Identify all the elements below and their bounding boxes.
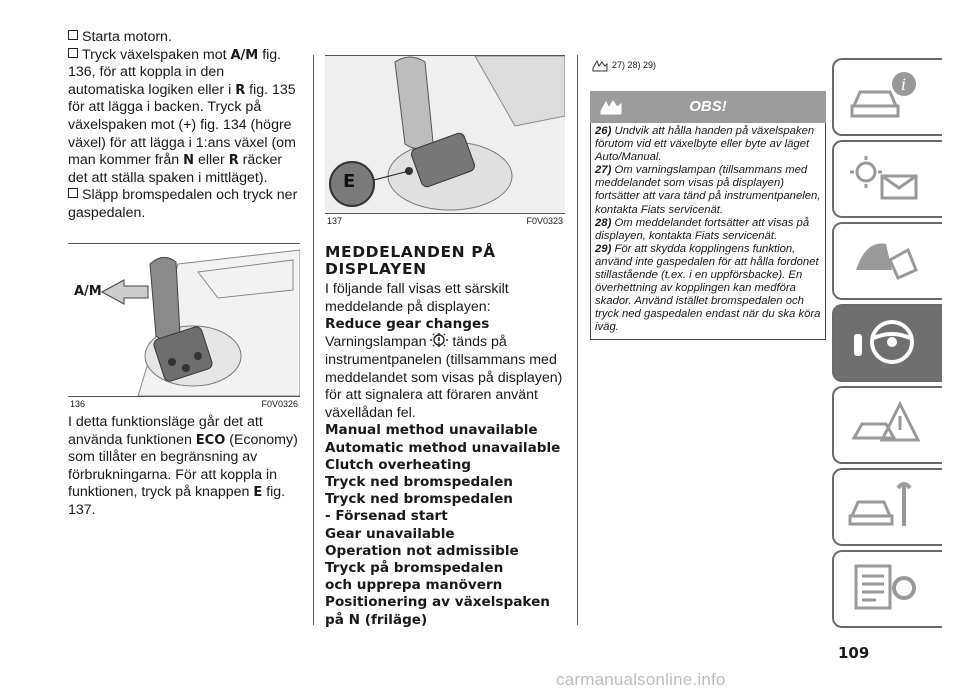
column-left: [68, 0, 300, 518]
watermark: carmanualsonline.info: [556, 670, 726, 689]
safety-icon: [846, 230, 926, 290]
figure-137-caption: [325, 215, 565, 227]
figure-137: [325, 55, 565, 214]
notice-box: [590, 91, 826, 340]
notice-title: OBS!: [689, 98, 727, 115]
column-divider: [577, 55, 578, 625]
tab-technical-data[interactable]: [832, 550, 942, 628]
message-title: Manual method unavailable: [325, 422, 538, 439]
warning-lamp-text: Varningslampan tänds på instrumentpanelen (tillsammans med meddelandet som visas på displayen) för att signalera att föraren använt växellådan fel.: [325, 334, 563, 421]
driving-icon: [846, 312, 926, 372]
figure-136: [68, 243, 300, 397]
figure-label-am: A/M: [74, 284, 102, 299]
emergency-icon: [846, 394, 926, 454]
gear-lever-illustration: [68, 244, 300, 396]
checkbox-bullet-icon: [68, 48, 78, 58]
tab-warning-lights[interactable]: [832, 140, 942, 218]
tab-safety[interactable]: [832, 222, 942, 300]
gearbox-warning-icon: [430, 333, 448, 347]
svg-text:i: i: [901, 75, 907, 94]
message-title: Tryck ned bromspedalen: [325, 473, 513, 490]
instruction-list: [68, 29, 300, 223]
car-info-icon: [846, 66, 926, 126]
hand-pointer-icon: [592, 58, 608, 72]
note-references: 27) 28) 29): [592, 58, 656, 72]
checkbox-bullet-icon: [68, 30, 78, 40]
notice-item: 28) Om meddelandet fortsätter att visas på displayen, kontakta Fiats servicenät.: [595, 216, 810, 242]
figure-136-caption: [68, 398, 300, 410]
tab-maintenance[interactable]: [832, 468, 942, 546]
technical-data-icon: [846, 558, 926, 618]
message-title: Clutch overheating: [325, 456, 472, 473]
notice-header: [590, 91, 826, 123]
eco-paragraph: I detta funktionsläge går det att använda funktionen ECO (Economy) som tillåter en begränsning av förbrukningarna. För att koppla in funktionen, tryck på knappen E fig. 137.: [68, 414, 298, 518]
notice-item: 26) Undvik att hålla handen på växelspaken förutom vid ett växelbyte eller byte av läget Auto/Manual.: [595, 125, 815, 164]
figure-code: F0V0323: [526, 216, 563, 226]
notice-item: 29) För att skydda kopplingens funktion, använd inte gaspedalen för att hålla fordonet stillastående (t.ex. i en uppförsbacke). En överhettning av kopplingen kan medföra skador. Använd istället bromspedalen och tryck ned gaspedalen endast när du ska köra iväg.: [595, 242, 821, 334]
figure-number: 137: [327, 216, 343, 226]
section-heading: MEDDELANDEN PÅ DISPLAYEN: [325, 243, 496, 278]
message-title: Tryck på bromspedalen och upprepa manövern: [325, 559, 504, 594]
tab-driving[interactable]: [832, 304, 942, 382]
message-title: Positionering av växelspaken på N (friläge): [325, 594, 550, 628]
intro-text: I följande fall visas ett särskilt meddelande på displayen:: [325, 281, 509, 315]
message-title: Gear unavailable: [325, 525, 455, 542]
display-messages-section: [325, 244, 565, 629]
figure-label-e: E: [343, 171, 356, 192]
notice-item: 27) Om varningslampan (tillsammans med meddelandet som visas på displayen) fortsätter att vara tänd på instrumentpanelen, kontakta Fiats servicenät.: [595, 164, 821, 216]
bullet-item: Starta motorn.: [68, 29, 300, 47]
figure-code: F0V0326: [261, 399, 298, 409]
message-title: Reduce gear changes: [325, 316, 490, 333]
tab-emergency[interactable]: [832, 386, 942, 464]
page-number: 109: [838, 644, 870, 662]
bullet-item: Släpp bromspedalen och tryck ner gaspedalen.: [68, 187, 298, 221]
bullet-item: Tryck växelspaken mot A/M fig. 136, för att koppla in den automatiska logiken eller i R fig. 135 för att lägga i backen. Tryck på växelspaken mot (+) fig. 134 (högre växel) för att lägga i 1:ans växel (om man kommer från N eller R räcker det att ställa spaken i mittläget).: [68, 46, 296, 186]
checkbox-bullet-icon: [68, 188, 78, 198]
message-title: Tryck ned bromspedalen - Försenad start: [325, 491, 513, 525]
message-title: Automatic method unavailable: [325, 439, 561, 456]
notice-body: [590, 123, 826, 340]
column-divider: [313, 55, 314, 625]
figure-number: 136: [70, 399, 86, 409]
message-title: Operation not admissible: [325, 542, 519, 559]
warning-lights-icon: [846, 148, 926, 208]
tab-car-info[interactable]: [832, 58, 942, 136]
maintenance-icon: [846, 476, 926, 536]
message-list: [325, 422, 565, 628]
eco-button-illustration: [325, 56, 565, 213]
